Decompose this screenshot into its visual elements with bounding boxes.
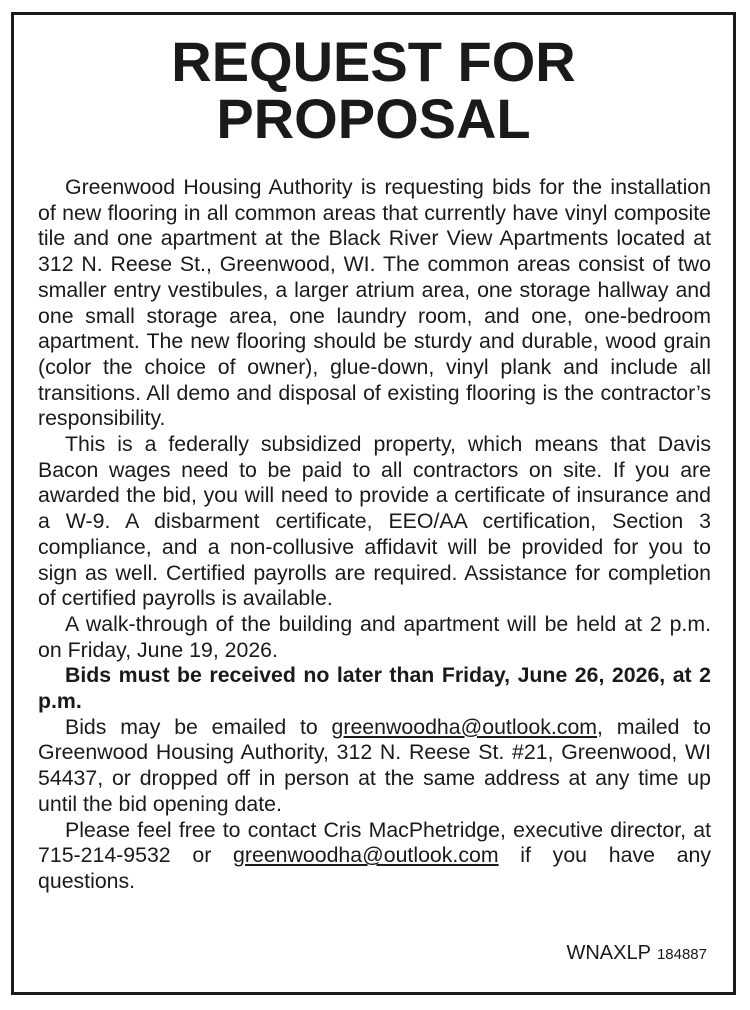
submission-text-end: , mailed to Greenwood Housing Authority, 312 N. Reese St. #21, Greenwood, WI 54437, or dropped off in person at the same address at any time up until the bid opening date. <box>38 714 711 816</box>
footer-code: WNAXLP <box>566 942 651 964</box>
notice-title <box>14 30 733 150</box>
notice-footer <box>566 942 707 966</box>
contact-email-link[interactable]: greenwoodha@outlook.com <box>233 843 499 868</box>
contact-text-end: if you have any questions. <box>38 843 712 893</box>
notice-body <box>38 175 711 895</box>
submission-text-start: Bids may be emailed to <box>65 714 332 739</box>
paragraph-requirements: This is a federally subsidized property, which means that Davis Bacon wages need to be paid to all contractors on site. If you are awarded the bid, you will need to provide a certificate of insurance and a W-9. A disbarment certificate, EEO/​AA certification, Section 3 compliance, and a non-collusive affidavit will be provided for you to sign as well. Certified payrolls are required. Assistance for completion of certified payrolls is available. <box>38 432 711 611</box>
legal-notice-box <box>11 12 736 995</box>
paragraph-scope: Greenwood Housing Authority is requesting bids for the installation of new flooring in all common areas that currently have vinyl composite tile and one apartment at the Black River View Apartments located at 312 N. Reese St., Greenwood, WI. The common areas consist of two smaller entry vestibules, a larger atrium area, one storage hallway and one small storage area, one laundry room, and one, one-bedroom apartment. The new flooring should be sturdy and durable, wood grain (color the choice of owner), glue-down, vinyl plank and include all transitions. All demo and disposal of existing flooring is the contractor’s responsibility. <box>38 175 711 431</box>
paragraph-deadline: Bids must be received no later than Friday, June 26, 2026, at 2 p.m. <box>38 663 711 714</box>
contact-text-start: Please feel free to contact Cris MacPhetridge, executive director, at 715-214-9532 or <box>38 817 711 868</box>
paragraph-walkthrough: A walk-through of the building and apartment will be held at 2 p.m. on Friday, June 19, 2026. <box>38 611 711 662</box>
title-line-1: REQUEST FOR <box>171 30 576 93</box>
title-line-2: PROPOSAL <box>216 87 531 150</box>
footer-number: 184887 <box>656 946 707 963</box>
paragraph-contact <box>38 818 711 895</box>
paragraph-submission <box>38 715 711 818</box>
submission-email-link[interactable]: greenwoodha@outlook.com <box>331 714 598 739</box>
